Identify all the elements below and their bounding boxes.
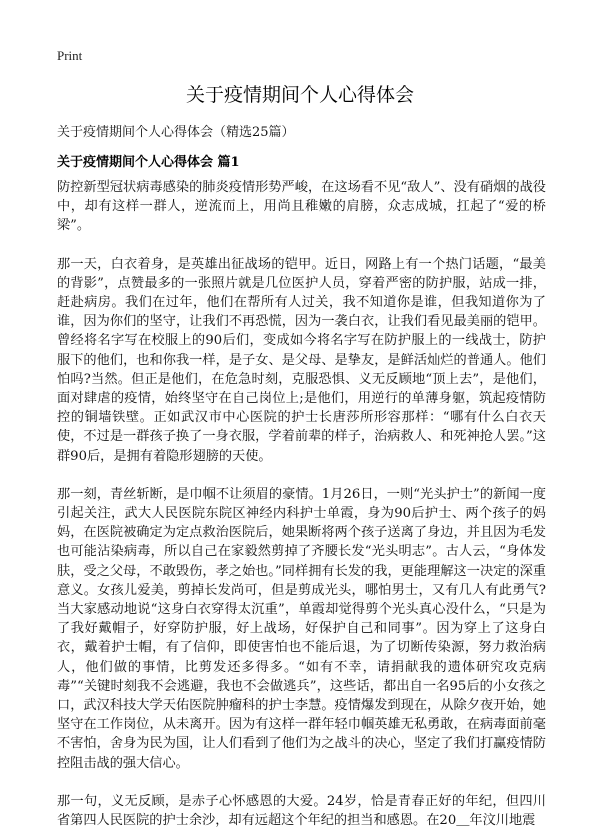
document-subtitle: 关于疫情期间个人心得体会（精选25篇）	[57, 125, 295, 140]
document-title: 关于疫情期间个人心得体会	[185, 84, 414, 106]
body-text	[57, 178, 546, 828]
paragraph: 防控新型冠状病毒感染的肺炎疫情形势严峻，在这场看不见“敌人”、没有硝烟的战役中，却有这样一群人，逆流而上，用尚且稚嫩的肩膀，众志成城，扛起了“爱的桥梁”。	[57, 180, 546, 234]
paragraph: 那一天，白衣着身，是英雄出征战场的铠甲。近日，网路上有一个热门话题，“最美的背影”，点赞最多的一张照片就是几位医护人员，穿着严密的防护服，站成一排，赶赴病房。我们在过年，他们在帮所有人过关，我不知道你是谁，但我知道你为了谁，因为你们的坚守，让我们不再恐慌，因为一袭白衣，让我们看见最美丽的铠甲。曾经将名字写在校服上的90后们，变成如今将名字写在防护服上的一线战士，防护服下的他们，也和你我一样，是子女、是父母、是挚友，是鲜活灿烂的普通人。他们怕吗?当然。但正是他们，在危急时刻，克服恐惧、义无反顾地“顶上去”，是他们，面对肆虐的疫情，始终坚守在自己岗位上;是他们，用逆行的单薄身躯，筑起疫情防控的铜墙铁壁。正如武汉市中心医院的护士长唐莎所形容那样：“哪有什么白衣天使，不过是一群孩子换了一身衣服，学着前辈的样子，治病救人、和死神抢人罢。”这群90后，是拥有着隐形翅膀的天使。	[57, 256, 546, 464]
print-label: Print	[57, 48, 83, 63]
paragraph: 那一句，义无反顾，是赤子心怀感恩的大爱。24岁，恰是青春正好的年纪，但四川省第四人民医院的护士余沙，却有远超这个年纪的担当和感恩。在20＿年汶川地震	[57, 793, 546, 828]
paragraph: 那一刻，青丝斩断，是巾帼不让须眉的豪情。1月26日，一则“光头护士”的新闻一度引起关注，武大人民医院东院区神经内科护士单霞，身为90后护士、两个孩子的妈妈，在医院被确定为定点救治医院后，她果断将两个孩子送离了身边，并且因为毛发也可能沾染病毒，所以自己在家毅然剪掉了齐腰长发“光头明志”。古人云，“身体发肤，受之父母，不敢毁伤，孝之始也。”同样拥有长发的我，更能理解这一决定的深重意义。女孩儿爱美，剪掉长发尚可，但是剪成光头，哪怕男士，又有几人有此勇气?当大家感动地说“这身白衣穿得太沉重”，单霞却觉得剪个光头真心没什么，“只是为了我好戴帽子，好穿防护服，好上战场，好保护自己和同事”。因为穿上了这身白衣，戴着护士帽，有了信仰，即使害怕也不能后退，为了切断传染源，努力救治病人，他们做的事情，比剪发还多得多。“如有不幸，请捐献我的遗体研究攻克病毒”“关键时刻我不会逃避，我也不会做逃兵”，这些话，都出自一名95后的小女孩之口，武汉科技大学天佑医院肿瘤科的护士李慧。疫情爆发到现在，从除夕夜开始，她坚守在工作岗位，从未离开。因为有这样一群年轻巾帼英雄无私勇敢，在病毒面前毫不害怕，舍身为民为国，让人们看到了他们为之战斗的决心，坚定了我们打赢疫情防控阻击战的强大信心。	[57, 486, 546, 771]
section-heading: 关于疫情期间个人心得体会 篇1	[57, 155, 240, 170]
